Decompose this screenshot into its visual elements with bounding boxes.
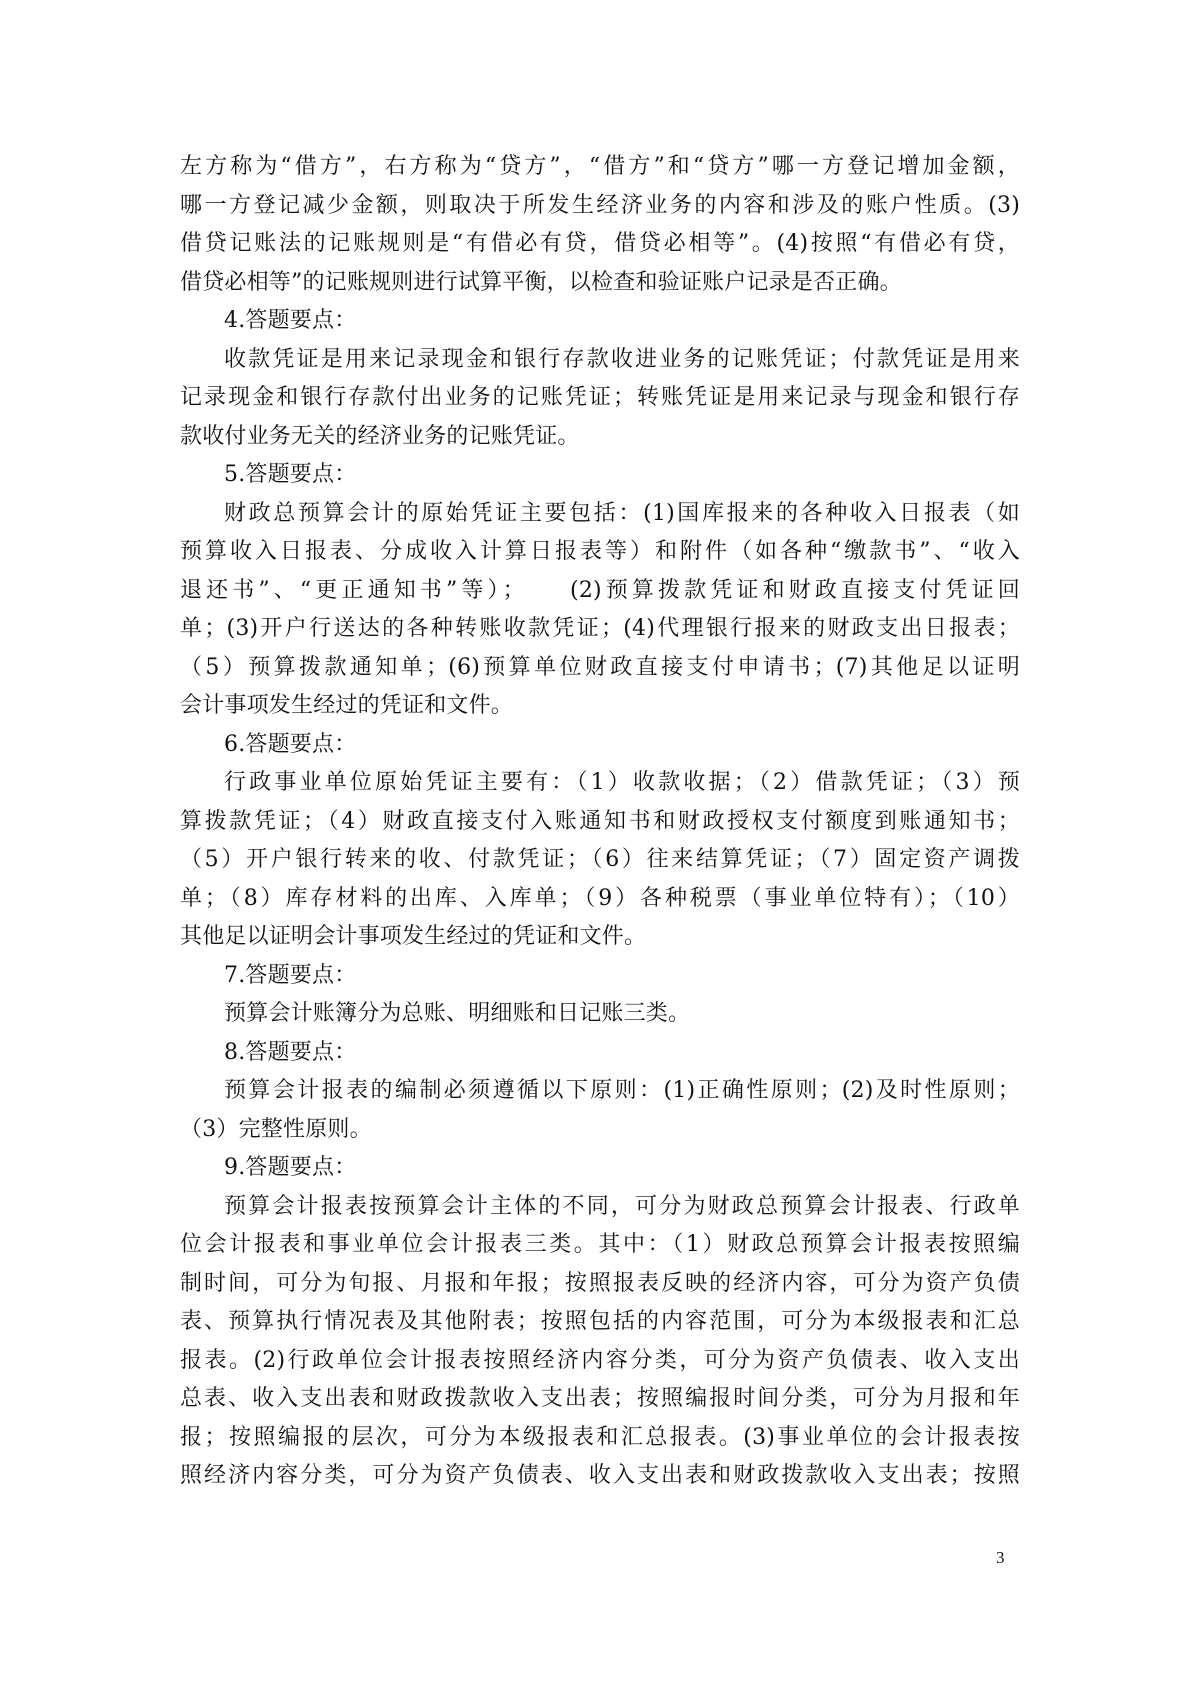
page-number: 3 [996,1548,1005,1567]
text-line: 退还书”、“更正通知书”等）； (2)预算拨款凭证和财政直接支付凭证回 [180,577,1020,603]
answer-paragraph [180,764,1020,957]
text-line: 单；（8）库存材料的出库、入库单；（9）各种税票（事业单位特有）；（10） [180,885,1020,911]
text-line: 预算会计账簿分为总账、明细账和日记账三类。 [224,1001,691,1026]
section-heading: 4.答题要点： [224,308,357,333]
text-line: （3）完整性原则。 [180,1116,372,1142]
text-line: 收款凭证是用来记录现金和银行存款收进业务的记账凭证；付款凭证是用来 [224,346,1020,372]
text-line: 单；(3)开户行送达的各种转账收款凭证；(4)代理银行报来的财政支出日报表； [180,616,1020,641]
section-heading: 9.答题要点： [224,1155,357,1180]
text-line: 行政事业单位原始凭证主要有：（1）收款收据；（2）借款凭证；（3）预 [224,770,1020,795]
text-line: 照经济内容分类，可分为资产负债表、收入支出表和财政拨款收入支出表；按照 [180,1463,1020,1488]
text-line: 记录现金和银行存款付出业务的记账凭证；转账凭证是用来记录与现金和银行存 [180,385,1020,410]
section-heading: 8.答题要点： [224,1039,357,1065]
page-body [180,148,1020,1496]
text-line: 会计事项发生经过的凭证和文件。 [180,693,514,718]
text-line: 借贷必相等”的记账规则进行试算平衡，以检查和验证账户记录是否正确。 [180,269,902,295]
answer-paragraph [180,495,1020,726]
text-line: 算拨款凭证；（4）财政直接支付入账通知书和财政授权支付额度到账通知书； [180,808,1020,834]
text-line: 借贷记账法的记账规则是“有借必有贷，借贷必相等”。(4)按照“有借必有贷， [180,231,1020,256]
text-line: 其他足以证明会计事项发生经过的凭证和文件。 [180,924,647,949]
answer-paragraph [180,148,1020,302]
text-line: 总表、收入支出表和财政拨款收入支出表；按照编报时间分类，可分为月报和年 [180,1386,1020,1411]
text-line: （5）开户银行转来的收、付款凭证；（6）往来结算凭证；（7）固定资产调拨 [180,847,1020,872]
section-heading: 7.答题要点： [224,962,357,988]
text-line: 哪一方登记减少金额，则取决于所发生经济业务的内容和涉及的账户性质。(3) [180,192,1020,218]
section-heading: 6.答题要点： [224,731,357,757]
text-line: 制时间，可分为旬报、月报和年报；按照报表反映的经济内容，可分为资产负债 [180,1270,1020,1296]
text-line: （5）预算拨款通知单；(6)预算单位财政直接支付申请书；(7)其他足以证明 [180,654,1020,680]
answer-paragraph [180,1188,1020,1496]
answer-paragraph [180,341,1020,457]
text-line: 财政总预算会计的原始凭证主要包括：(1)国库报来的各种收入日报表（如 [224,500,1020,526]
text-line: 预算收入日报表、分成收入计算日报表等）和附件（如各种“缴款书”、“收入 [180,539,1020,564]
text-line: 报；按照编报的层次，可分为本级报表和汇总报表。(3)事业单位的会计报表按 [180,1424,1020,1450]
text-line: 预算会计报表的编制必须遵循以下原则：(1)正确性原则；(2)及时性原则； [224,1078,1020,1103]
text-line: 报表。(2)行政单位会计报表按照经济内容分类，可分为资产负债表、收入支出 [180,1347,1020,1373]
text-line: 款收付业务无关的经济业务的记账凭证。 [180,423,580,449]
text-line: 位会计报表和事业单位会计报表三类。其中：（1）财政总预算会计报表按照编 [180,1232,1020,1257]
text-line: 表、预算执行情况表及其他附表；按照包括的内容范围，可分为本级报表和汇总 [180,1309,1020,1334]
text-line: 预算会计报表按预算会计主体的不同，可分为财政总预算会计报表、行政单 [224,1193,1020,1219]
text-line: 左方称为“借方”，右方称为“贷方”，“借方”和“贷方”哪一方登记增加金额， [180,154,1020,179]
section-heading: 5.答题要点： [224,462,357,487]
answer-paragraph [180,995,1020,1034]
answer-paragraph [180,1072,1020,1149]
